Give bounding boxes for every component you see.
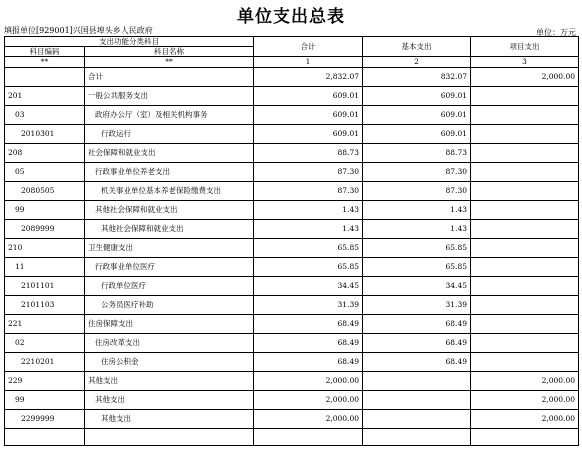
row-project — [471, 296, 579, 315]
row-name: 其他社会保障和就业支出 — [85, 220, 254, 239]
row-basic — [363, 429, 471, 446]
row-total: 609.01 — [254, 87, 363, 106]
table-row — [5, 87, 579, 106]
table-row — [5, 239, 579, 258]
row-name: 社会保障和就业支出 — [85, 144, 254, 163]
row-project — [471, 258, 579, 277]
row-code: 2101103 — [5, 296, 85, 315]
table-row — [5, 68, 579, 87]
row-total: 31.39 — [254, 296, 363, 315]
row-basic: 832.07 — [363, 68, 471, 87]
row-basic: 609.01 — [363, 87, 471, 106]
header-index-project: 3 — [471, 57, 579, 68]
row-name: 行政事业单位医疗 — [85, 258, 254, 277]
row-name: 行政事业单位养老支出 — [85, 163, 254, 182]
row-total: 609.01 — [254, 106, 363, 125]
row-basic: 1.43 — [363, 201, 471, 220]
row-project — [471, 201, 579, 220]
row-basic — [363, 410, 471, 429]
header-basic: 基本支出 — [363, 37, 471, 57]
row-code — [5, 429, 85, 446]
row-total: 34.45 — [254, 277, 363, 296]
row-project — [471, 429, 579, 446]
row-total: 65.85 — [254, 258, 363, 277]
row-basic: 609.01 — [363, 106, 471, 125]
header-function-category: 支出功能分类科目 — [5, 37, 254, 47]
row-code: 210 — [5, 239, 85, 258]
row-total: 68.49 — [254, 353, 363, 372]
table-row — [5, 201, 579, 220]
row-code: 221 — [5, 315, 85, 334]
row-name: 住房保障支出 — [85, 315, 254, 334]
row-basic: 65.85 — [363, 239, 471, 258]
row-name — [85, 429, 254, 446]
row-name: 其他支出 — [85, 410, 254, 429]
row-total: 1.43 — [254, 201, 363, 220]
row-name: 机关事业单位基本养老保险缴费支出 — [85, 182, 254, 201]
row-code: 2101101 — [5, 277, 85, 296]
row-project — [471, 87, 579, 106]
row-name: 卫生健康支出 — [85, 239, 254, 258]
page-title: 单位支出总表 — [237, 7, 345, 27]
row-project — [471, 125, 579, 144]
row-basic: 609.01 — [363, 125, 471, 144]
row-total: 68.49 — [254, 334, 363, 353]
table-row — [5, 410, 579, 429]
table-body — [5, 68, 579, 446]
row-project: 2,000.00 — [471, 410, 579, 429]
currency-unit-label: 单位：万元 — [536, 28, 576, 37]
row-project — [471, 334, 579, 353]
table-row — [5, 106, 579, 125]
expenditure-table — [4, 36, 579, 446]
row-basic: 68.49 — [363, 353, 471, 372]
row-code: 2299999 — [5, 410, 85, 429]
header-index-total: 1 — [254, 57, 363, 68]
row-basic: 68.49 — [363, 315, 471, 334]
row-name: 行政单位医疗 — [85, 277, 254, 296]
reporting-unit-label: 填报单位[929001]兴国县埠头乡人民政府 — [4, 26, 153, 35]
table-row — [5, 372, 579, 391]
table-row — [5, 296, 579, 315]
row-total: 87.30 — [254, 163, 363, 182]
row-name: 其他社会保障和就业支出 — [85, 201, 254, 220]
row-name: 其他支出 — [85, 372, 254, 391]
header-project: 项目支出 — [471, 37, 579, 57]
row-project — [471, 182, 579, 201]
row-code: 02 — [5, 334, 85, 353]
row-total: 1.43 — [254, 220, 363, 239]
row-project — [471, 277, 579, 296]
row-name: 其他支出 — [85, 391, 254, 410]
row-basic — [363, 372, 471, 391]
row-basic: 65.85 — [363, 258, 471, 277]
row-name: 住房改革支出 — [85, 334, 254, 353]
row-name: 住房公积金 — [85, 353, 254, 372]
row-basic: 88.73 — [363, 144, 471, 163]
row-code: 2010301 — [5, 125, 85, 144]
row-code: 208 — [5, 144, 85, 163]
row-project — [471, 106, 579, 125]
table-row — [5, 353, 579, 372]
row-total: 65.85 — [254, 239, 363, 258]
row-project: 2,000.00 — [471, 68, 579, 87]
table-row — [5, 315, 579, 334]
table-row — [5, 429, 579, 446]
table-row — [5, 258, 579, 277]
table-row — [5, 391, 579, 410]
row-total: 87.30 — [254, 182, 363, 201]
row-name: 一般公共服务支出 — [85, 87, 254, 106]
row-basic: 87.30 — [363, 163, 471, 182]
row-total: 2,000.00 — [254, 372, 363, 391]
row-basic: 1.43 — [363, 220, 471, 239]
row-code: 11 — [5, 258, 85, 277]
table-row — [5, 334, 579, 353]
row-basic: 68.49 — [363, 334, 471, 353]
row-project: 2,000.00 — [471, 391, 579, 410]
row-code: 2089999 — [5, 220, 85, 239]
row-project — [471, 239, 579, 258]
table-row — [5, 163, 579, 182]
row-name: 政府办公厅（室）及相关机构事务 — [85, 106, 254, 125]
row-code: 229 — [5, 372, 85, 391]
header-index-code: ** — [5, 57, 85, 68]
row-name: 公务员医疗补助 — [85, 296, 254, 315]
table-row — [5, 277, 579, 296]
row-basic: 34.45 — [363, 277, 471, 296]
header-index-basic: 2 — [363, 57, 471, 68]
row-basic: 87.30 — [363, 182, 471, 201]
header-code: 科目编码 — [5, 47, 85, 57]
row-basic: 31.39 — [363, 296, 471, 315]
row-project — [471, 144, 579, 163]
row-project — [471, 315, 579, 334]
row-total: 2,000.00 — [254, 410, 363, 429]
row-basic — [363, 391, 471, 410]
table-row — [5, 144, 579, 163]
row-project — [471, 353, 579, 372]
row-code: 99 — [5, 391, 85, 410]
row-total: 2,832.07 — [254, 68, 363, 87]
table-row — [5, 182, 579, 201]
row-total — [254, 429, 363, 446]
row-name: 合计 — [85, 68, 254, 87]
row-total: 2,000.00 — [254, 391, 363, 410]
header-total: 合计 — [254, 37, 363, 57]
row-total: 68.49 — [254, 315, 363, 334]
row-project: 2,000.00 — [471, 372, 579, 391]
row-project — [471, 220, 579, 239]
header-index-name: ** — [85, 57, 254, 68]
table-row — [5, 125, 579, 144]
row-code: 99 — [5, 201, 85, 220]
row-project — [471, 163, 579, 182]
row-code: 03 — [5, 106, 85, 125]
row-code: 201 — [5, 87, 85, 106]
row-code: 05 — [5, 163, 85, 182]
row-name: 行政运行 — [85, 125, 254, 144]
table-row — [5, 220, 579, 239]
row-code: 2080505 — [5, 182, 85, 201]
row-total: 88.73 — [254, 144, 363, 163]
row-code: 2210201 — [5, 353, 85, 372]
row-code — [5, 68, 85, 87]
row-total: 609.01 — [254, 125, 363, 144]
header-name: 科目名称 — [85, 47, 254, 57]
